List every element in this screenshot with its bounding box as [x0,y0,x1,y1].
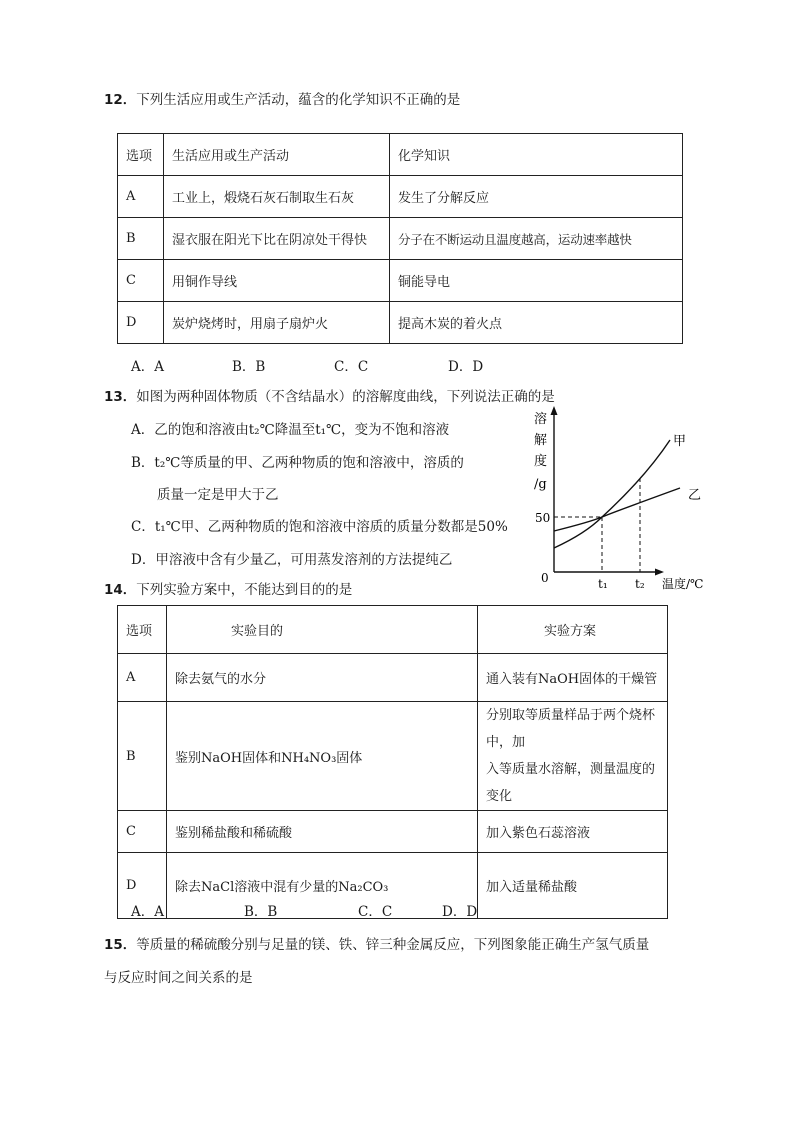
q14-number: 14 [104,582,123,598]
x-tick-t2: t₂ [635,577,645,591]
option-d[interactable]: D．D [442,904,478,920]
q14-stem: 14．下列实验方案中，不能达到目的的是 [104,582,353,598]
table-header-row [118,134,683,176]
table-header-cell: 实验方案 [478,606,668,654]
q13-number: 13 [104,389,123,405]
x-tick-t1: t₁ [598,577,608,591]
table-cell: 铜能导电 [390,260,683,302]
table-row [118,811,668,853]
plan-line: 分别取等质量样品于两个烧杯中，加 [486,708,656,750]
q15-number: 15 [104,937,123,953]
table-cell: 加入适量稀盐酸 [478,853,668,919]
table-row [118,218,683,260]
table-cell: A [118,654,167,702]
table-row [118,260,683,302]
table-cell: 鉴别NaOH固体和NH₄NO₃固体 [167,702,478,811]
table-cell: B [118,702,167,811]
table-cell: D [118,302,164,344]
table-header-cell: 选项 [118,606,167,654]
table-cell: A [118,176,164,218]
ylabel-char: 解 [534,433,548,448]
q15-text-line1: 等质量的稀硫酸分别与足量的镁、铁、锌三种金属反应，下列图象能正确生产氢气质量 [136,937,650,953]
table-row [118,176,683,218]
q14-text: 下列实验方案中，不能达到目的的是 [136,582,353,598]
table-cell: 提高木炭的着火点 [390,302,683,344]
curve-jia [554,440,670,548]
table-cell: 分子在不断运动且温度越高，运动速率越快 [390,218,683,260]
ylabel-char: /g [534,477,547,492]
solubility-graph [520,400,720,600]
q12-text: 下列生活应用或生产活动，蕴含的化学知识不正确的是 [136,92,461,108]
table-row [118,702,668,811]
table-cell: C [118,260,164,302]
q14-table [117,605,668,919]
solubility-graph-svg [520,400,720,600]
x-axis-arrow [655,569,664,576]
curve-label-jia: 甲 [673,434,687,449]
table-header-cell: 选项 [118,134,164,176]
table-cell: 炭炉烧烤时，用扇子扇炉火 [164,302,390,344]
table-cell: D [118,853,167,919]
q13-stem: 13．如图为两种固体物质（不含结晶水）的溶解度曲线，下列说法正确的是 [104,389,555,405]
option-b[interactable]: B．B [232,359,266,375]
table-cell: 湿衣服在阳光下比在阴凉处干得快 [164,218,390,260]
option-a[interactable]: A．A [131,904,164,920]
curve-label-yi: 乙 [688,488,702,503]
option-b[interactable]: B．B [244,904,278,920]
q12-number: 12 [104,92,123,108]
table-cell: 工业上，煅烧石灰石制取生石灰 [164,176,390,218]
y-axis-arrow [551,406,558,415]
table-cell: 通入装有NaOH固体的干燥管 [478,654,668,702]
table-row [118,654,668,702]
q12-stem: 12．下列生活应用或生产活动，蕴含的化学知识不正确的是 [104,92,461,108]
table-cell: 除去氨气的水分 [167,654,478,702]
table-cell [478,702,668,811]
table-row [118,302,683,344]
q15-stem: 15．等质量的稀硫酸分别与足量的镁、铁、锌三种金属反应，下列图象能正确生产氢气质量 [104,937,650,953]
q13-text: 如图为两种固体物质（不含结晶水）的溶解度曲线，下列说法正确的是 [136,389,555,405]
origin-label: 0 [541,571,549,585]
curve-yi [554,488,680,531]
option-d[interactable]: D．D [448,359,484,375]
table-cell: 用铜作导线 [164,260,390,302]
table-cell: 鉴别稀盐酸和稀硫酸 [167,811,478,853]
table-cell: 加入紫色石蕊溶液 [478,811,668,853]
y-tick-50: 50 [535,511,551,525]
xlabel: 温度/℃ [662,577,704,591]
option-a[interactable]: A．A [131,359,164,375]
q15-text-line2: 与反应时间之间关系的是 [104,970,253,986]
table-cell: 发生了分解反应 [390,176,683,218]
table-header-cell: 生活应用或生产活动 [164,134,390,176]
table-header-cell: 实验目的 [167,606,478,654]
option-c[interactable]: C．C [334,359,369,375]
q13-option-b[interactable]: B．t₂℃等质量的甲、乙两种物质的饱和溶液中，溶质的 [131,455,464,471]
plan-line: 入等质量水溶解，测量温度的变化 [486,762,656,804]
table-row [118,853,668,919]
q13-option-a[interactable]: A．乙的饱和溶液由t₂℃降温至t₁℃，变为不饱和溶液 [131,422,450,438]
q12-table [117,133,683,344]
table-cell: B [118,218,164,260]
ylabel-char: 溶 [534,412,548,427]
q13-option-c[interactable]: C．t₁℃甲、乙两种物质的饱和溶液中溶质的质量分数都是50% [131,519,508,535]
table-header-cell: 化学知识 [390,134,683,176]
option-c[interactable]: C．C [358,904,393,920]
ylabel-char: 度 [534,454,548,469]
table-header-row [118,606,668,654]
table-cell: C [118,811,167,853]
table-cell: 除去NaCl溶液中混有少量的Na₂CO₃ [167,853,478,919]
q13-option-b-cont: 质量一定是甲大于乙 [157,487,279,503]
q13-option-d[interactable]: D．甲溶液中含有少量乙，可用蒸发溶剂的方法提纯乙 [131,552,453,568]
